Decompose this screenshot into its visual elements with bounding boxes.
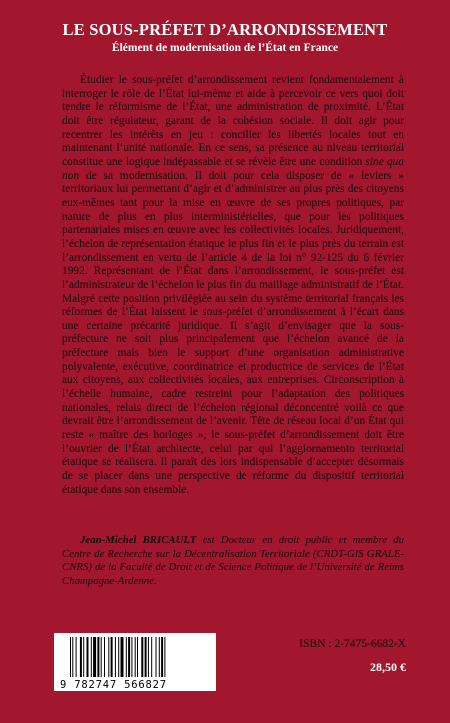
summary-part-2: de sa modernisation. Il doit pour cela disposer de « leviers » territoriaux lui permettant d’agir et d’administrer au plus près des citoyens eux-mêmes tant pour la mise en œuvre de ses propres politiques, par nature de plus en plus interministérielles, que pour les politiques partenariales mises en œuvre avec les collectivités locales. Juridiquement, l’échelon de représentation étatique le plus fin et le plus près du terrain est l’arrondissement en vertu de l’article 4 de la loi n° 92-125 du 6 février 1992. Représentant de l’État dans l’arrondissement, le sous-préfet est l’administrateur de l’échelon le plus fin du maillage administratif de l’État. Malgré cette position privilégiée au sein du système territorial français les réformes de l’État laissent le sous-préfet d’arrondissement à l’écart dans une certaine précarité juridique. Il s’agit d’envisager que la sous-préfecture ne soit plus principalement que l’échelon avancé de la préfecture mais bien le support d’une organisation administrative polyvalente, exécutive, coordinatrice et productrice de services de l’État aux citoyens, aux collectivités locales, aux entreprises. Circonscription à l’échelle humaine, cadre restreint pour l’adaptation des politiques nationales, relais direct de l’échelon régional déconcentré voilà ce que devrait être l’arrondissement de l’avenir. Tête de réseau local d’un État qui reste « maître des horloges », le sous-préfet d’arrondissement doit être l’ouvrier de l’État architecte, celui par qui l’aggiornamento territorial étatique se réalisera. Il paraît dès lors indispensable d’accepter désormais de se placer dans une perspective de réforme du dispositif territorial étatique dans son ensemble.	[62, 169, 404, 496]
barcode-bar	[93, 637, 96, 677]
barcode-bar	[72, 637, 73, 677]
summary-emphasis: sine qua non	[62, 155, 404, 182]
author-description: est Docteur en droit public et membre du Centre de Recherche sur la Décentralisation Territoriale (CRDT-GIS GRALE-CNRS) de la Faculté de Droit et de Science Politique de l’Université de Reims Champagne-Ardenne.	[62, 534, 404, 587]
barcode-bar	[104, 637, 105, 677]
barcode-bars	[68, 637, 202, 679]
barcode-bar	[131, 637, 132, 677]
book-title: LE SOUS-PRÉFET D’ARRONDISSEMENT	[62, 20, 388, 39]
barcode-bar	[80, 637, 82, 677]
barcode-bar	[121, 637, 124, 677]
barcode-bar	[108, 637, 109, 677]
barcode-bar	[137, 637, 138, 677]
barcode-bar	[156, 637, 157, 677]
barcode-bar	[159, 637, 160, 677]
barcode-bar	[87, 637, 89, 677]
author-bio	[62, 534, 404, 588]
barcode-bar	[126, 637, 127, 677]
barcode-bar	[164, 637, 165, 677]
price: 28,50 €	[370, 660, 406, 674]
barcode-bar	[161, 637, 163, 677]
barcode-bar	[97, 637, 99, 677]
barcode-bar	[70, 637, 71, 677]
isbn: ISBN : 2-7475-6682-X	[299, 638, 406, 650]
barcode-bar	[76, 637, 77, 677]
barcode-bar	[101, 637, 102, 677]
barcode	[54, 633, 216, 691]
summary-paragraph	[62, 74, 404, 497]
barcode-bar	[128, 637, 130, 677]
book-subtitle: Élément de modernisation de l’État en France	[111, 42, 339, 54]
barcode-bar	[141, 637, 143, 677]
barcode-bar	[83, 637, 84, 677]
summary-part-1: Étudier le sous-préfet d’arrondissement revient fondamentalement à interroger le rôle de l’État lui-même et aide à percevoir ce vers quoi doit tendre le réformisme de l’État, une administration de proximité. L’État doit être régulateur, garant de la cohésion sociale. Il doit agir pour recentrer les intérêts en jeu : concilier les libertés locales tout en maintenant l’unité nationale. En ce sens, sa présence au niveau territorial constitue une logique indépassable et se révèle être une condition	[62, 74, 404, 168]
barcode-bar	[148, 637, 149, 677]
summary-text	[62, 74, 404, 497]
author-name: Jean-Michel BRICAULT	[80, 534, 197, 546]
barcode-digits: 9 782747 566827	[60, 679, 167, 691]
barcode-bar	[118, 637, 119, 677]
barcode-bar	[145, 637, 147, 677]
barcode-bar	[111, 637, 113, 677]
barcode-bar	[91, 637, 92, 677]
barcode-bar	[115, 637, 116, 677]
barcode-bar	[151, 637, 152, 677]
barcode-bar	[135, 637, 136, 677]
